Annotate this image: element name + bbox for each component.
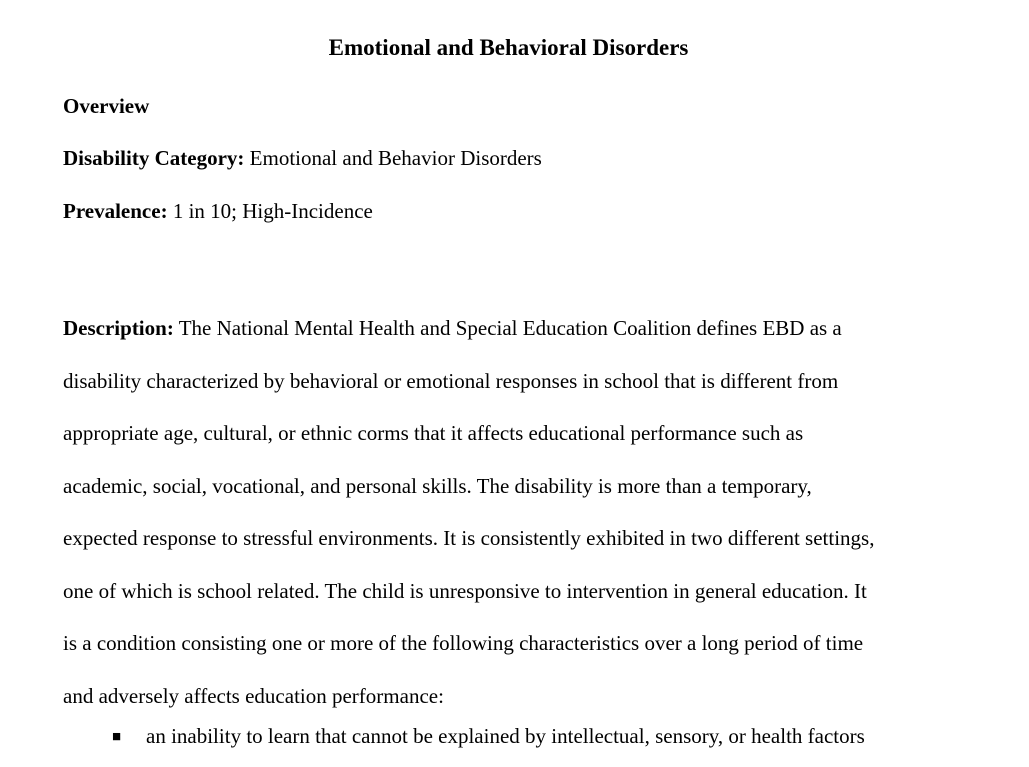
bullet-list-item bbox=[112, 722, 865, 751]
description-line: expected response to stressful environments. It is consistently exhibited in two different settings, bbox=[63, 526, 875, 550]
description-line: academic, social, vocational, and personal skills. The disability is more than a temporary, bbox=[63, 473, 812, 498]
description-label: Description: bbox=[63, 316, 174, 340]
document-title: Emotional and Behavioral Disorders bbox=[328, 35, 689, 60]
overview-heading-text: Overview bbox=[63, 94, 150, 118]
disability-category-value: Emotional and Behavior Disorders bbox=[244, 146, 542, 170]
bullet-text: an inability to learn that cannot be explained by intellectual, sensory, or health factors bbox=[146, 724, 865, 748]
prevalence-line bbox=[63, 197, 373, 225]
description-line-text: The National Mental Health and Special Education Coalition defines EBD as a bbox=[173, 316, 842, 340]
disability-category-line bbox=[63, 144, 542, 172]
prevalence-value: 1 in 10; High-Incidence bbox=[167, 199, 373, 223]
description-line: appropriate age, cultural, or ethnic corms that it affects educational performance such as bbox=[63, 421, 804, 445]
description-line bbox=[63, 302, 968, 355]
description-line: and adversely affects education performance: bbox=[63, 683, 444, 708]
description-paragraph bbox=[63, 302, 968, 722]
description-line: disability characterized by behavioral or emotional responses in school that is different from bbox=[63, 368, 839, 393]
prevalence-label: Prevalence: bbox=[63, 199, 168, 223]
description-line: one of which is school related. The child is unresponsive to intervention in general education. It bbox=[63, 578, 867, 603]
description-line: is a condition consisting one or more of the following characteristics over a long period of time bbox=[63, 631, 864, 655]
overview-heading bbox=[63, 92, 149, 120]
disability-category-label: Disability Category: bbox=[63, 146, 245, 170]
square-bullet-icon: ■ bbox=[112, 729, 122, 745]
